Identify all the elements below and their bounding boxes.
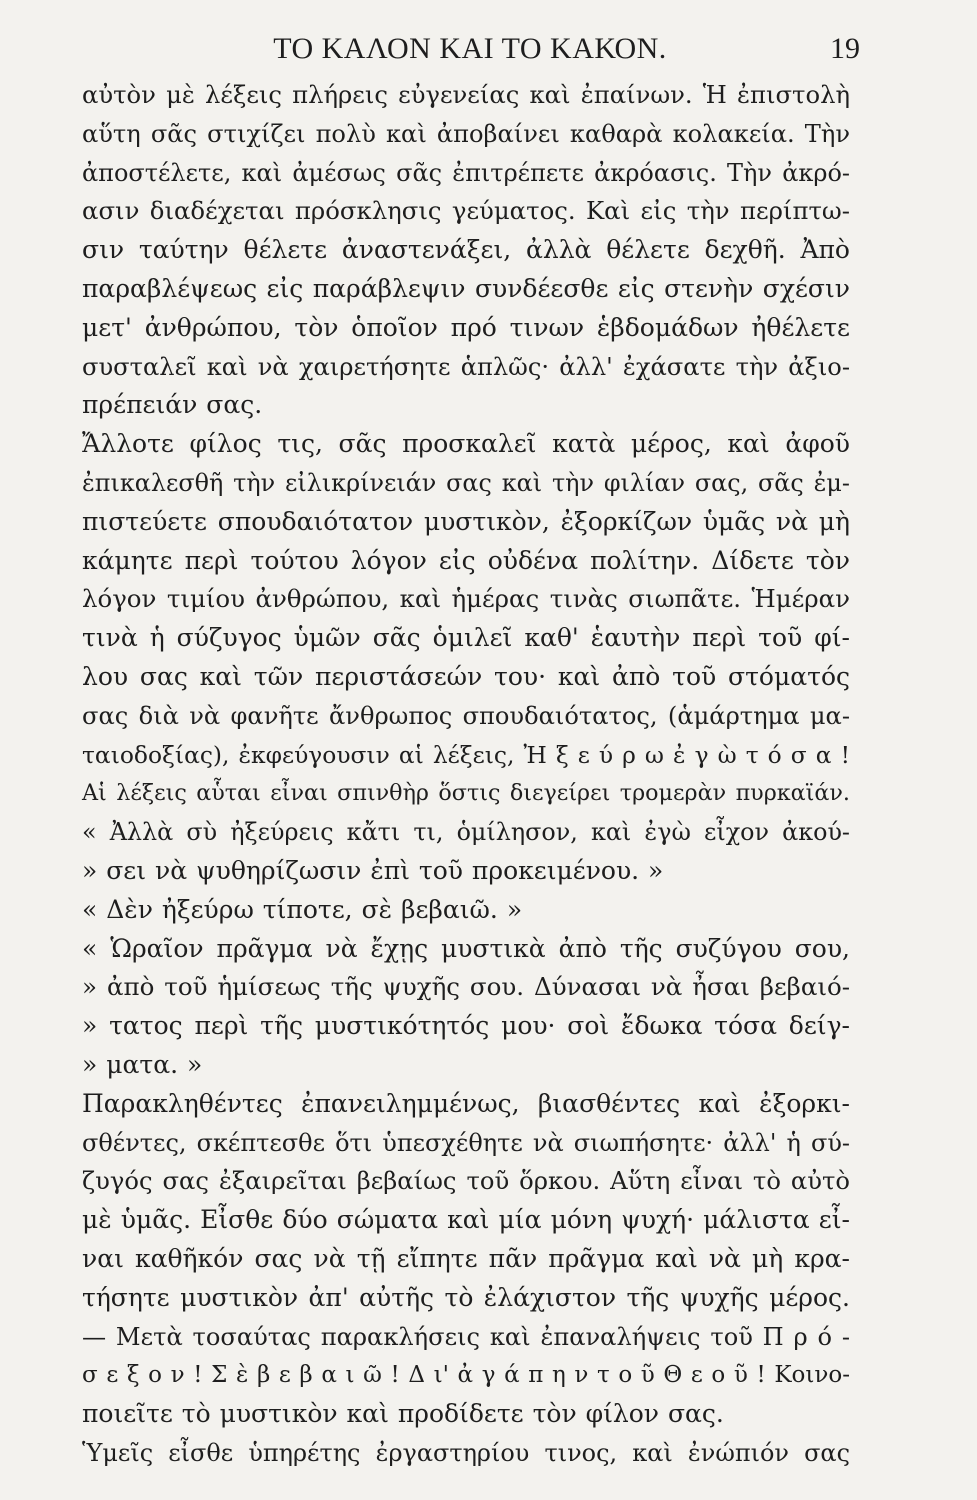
- text-line: συσταλεῖ καὶ νὰ χαιρετήσητε ἁπλῶς· ἀλλ' ἐχάσατε τὴν ἀξιο-: [82, 352, 850, 381]
- text-line: ζυγός σας ἐξαιρεῖται βεβαίως τοῦ ὅρκου. Αὕτη εἶναι τὸ αὐτὸ: [82, 1166, 850, 1196]
- text-line: παραβλέψεως εἰς παράβλεψιν συνδέεσθε εἰς στενὴν σχέσιν: [82, 273, 850, 303]
- text-line: « Ἀλλὰ σὺ ἠξεύρεις κἄτι τι, ὁμίλησον, καὶ ἐγὼ εἶχον ἀκού-: [82, 818, 850, 847]
- text-line: » τατος περὶ τῆς μυστικότητός μου· σοὶ ἔδωκα τόσα δείγ-: [82, 1011, 850, 1041]
- text-line: ποιεῖτε τὸ μυστικὸν καὶ προδίδετε τὸν φίλον σας.: [82, 1399, 724, 1429]
- text-line: αὐτὸν μὲ λέξεις πλήρεις εὐγενείας καὶ ἐπαίνων. Ἡ ἐπιστολὴ: [82, 80, 850, 109]
- text-line: τινὰ ἡ σύζυγος ὑμῶν σᾶς ὁμιλεῖ καθ' ἑαυτὴν περὶ τοῦ φί-: [82, 623, 850, 653]
- body-text: [82, 76, 850, 1473]
- text-line: ἐπικαλεσθῆ τὴν εἰλικρίνειάν σας καὶ τὴν φιλίαν σας, σᾶς ἐμ-: [82, 468, 850, 497]
- text-line: ἀποστέλετε, καὶ ἀμέσως σᾶς ἐπιτρέπετε ἀκρόασις. Τὴν ἀκρό-: [82, 158, 850, 187]
- text-line: « Δὲν ἠξεύρω τίποτε, σὲ βεβαιῶ. »: [82, 894, 523, 924]
- text-line: σιν ταύτην θέλετε ἀναστενάξει, ἀλλὰ θέλετε δεχθῆ. Ἀπὸ: [82, 235, 850, 265]
- text-line: τήσητε μυστικὸν ἀπ' αὐτῆς τὸ ἐλάχιστον τῆς ψυχῆς μέρος.: [82, 1282, 850, 1312]
- text-line: σ ε ξ ο ν ! Σ ὲ β ε β α ι ῶ ! Δ ι' ἀ γ ά π η ν τ ο ῦ Θ ε ο ῦ ! Κοινο-: [82, 1362, 850, 1389]
- text-line: πρέπειάν σας.: [82, 390, 263, 420]
- text-line: Ὑμεῖς εἶσθε ὑπηρέτης ἐργαστηρίου τινος, καὶ ἐνώπιόν σας: [82, 1438, 850, 1467]
- text-line: αὕτη σᾶς στιχίζει πολὺ καὶ ἀποβαίνει καθαρὰ κολακεία. Τὴν: [82, 119, 850, 148]
- text-line: κάμητε περὶ τούτου λόγον εἰς οὐδένα πολίτην. Δίδετε τὸν: [82, 545, 850, 575]
- text-line: Παρακληθέντες ἐπανειλημμένως, βιασθέντες καὶ ἐξορκι-: [82, 1088, 850, 1118]
- text-line: μετ' ἀνθρώπου, τὸν ὁποῖον πρό τινων ἑβδομάδων ἠθέλετε: [82, 312, 850, 342]
- text-line: « Ὡραῖον πρᾶγμα νὰ ἔχῃς μυστικὰ ἀπὸ τῆς συζύγου σου,: [82, 933, 850, 963]
- text-line: — Μετὰ τοσαύτας παρακλήσεις καὶ ἐπαναλήψεις τοῦ Π ρ ό -: [82, 1322, 850, 1351]
- text-line: ταιοδοξίας), ἐκφεύγουσιν αἱ λέξεις, Ἠ ξ ε ύ ρ ω ἐ γ ὼ τ ό σ α !: [82, 740, 850, 769]
- text-line: ασιν διαδέχεται πρόσκλησις γεύματος. Καὶ εἰς τὴν περίπτω-: [82, 196, 850, 226]
- text-line: σας διὰ νὰ φανῆτε ἄνθρωπος σπουδαιότατος, (ἁμάρτημα μα-: [82, 701, 850, 730]
- page-header: [80, 32, 860, 72]
- text-line: λόγον τιμίου ἀνθρώπου, καὶ ἡμέρας τινὰς σιωπᾶτε. Ἡμέραν: [82, 584, 850, 614]
- text-line: ναι καθῆκόν σας νὰ τῇ εἴπητε πᾶν πρᾶγμα καὶ νὰ μὴ κρα-: [82, 1243, 850, 1273]
- text-line: » σει νὰ ψυθηρίζωσιν ἐπὶ τοῦ προκειμένου. »: [82, 855, 664, 885]
- running-title: ΤΟ ΚΑΛΟΝ ΚΑΙ ΤΟ ΚΑΚΟΝ.: [273, 32, 667, 65]
- text-line: σθέντες, σκέπτεσθε ὅτι ὑπεσχέθητε νὰ σιωπήσητε· ἀλλ' ἡ σύ-: [82, 1128, 850, 1157]
- text-line: Ἄλλοτε φίλος τις, σᾶς προσκαλεῖ κατὰ μέρος, καὶ ἀφοῦ: [82, 429, 850, 459]
- text-line: λου σας καὶ τῶν περιστάσεών του· καὶ ἀπὸ τοῦ στόματός: [82, 661, 850, 691]
- text-line: πιστεύετε σπουδαιότατον μυστικὸν, ἐξορκίζων ὑμᾶς νὰ μὴ: [82, 506, 850, 536]
- text-line: μὲ ὑμᾶς. Εἶσθε δύο σώματα καὶ μία μόνη ψυχή· μάλιστα εἶ-: [82, 1205, 850, 1235]
- text-line: » ἀπὸ τοῦ ἡμίσεως τῆς ψυχῆς σου. Δύνασαι νὰ ἦσαι βεβαιό-: [82, 972, 850, 1002]
- text-line: Αἱ λέξεις αὗται εἶναι σπινθὴρ ὅστις διεγείρει τρομερὰν πυρκαϊάν.: [82, 780, 850, 807]
- page-number: 19: [830, 32, 860, 65]
- text-line: » ματα. »: [82, 1049, 203, 1079]
